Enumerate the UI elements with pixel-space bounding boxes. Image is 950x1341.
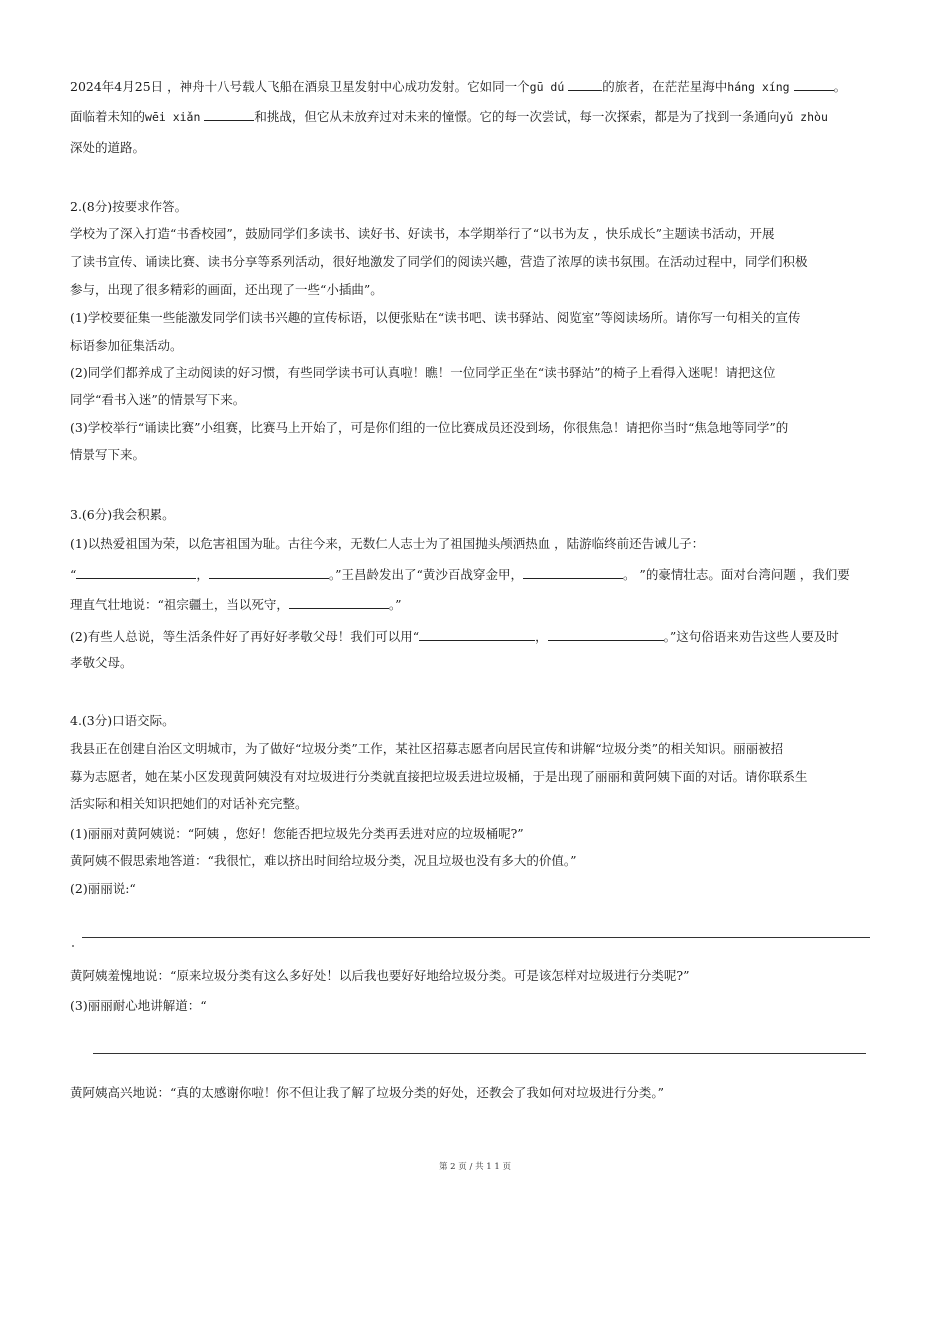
dialogue-line: 黄阿姨不假思索地答道：“我很忙，难以挤出时间给垃圾分类，况且垃圾也没有多大的价值。” — [70, 853, 577, 868]
q3-sub1-line — [70, 596, 402, 614]
q4-paragraph-line: 活实际和相关知识把她们的对话补充完整。 — [70, 796, 308, 811]
q2-heading: 2.(8分)按要求作答。 — [70, 199, 188, 214]
q1-text: 面临着未知的 — [70, 109, 146, 124]
q3-sub1-line: (1)以热爱祖国为荣，以危害祖国为耻。古往今来，无数仁人志士为了祖国抛头颅洒热血 ，陆游临终前还告诫儿子： — [70, 536, 705, 551]
q3-text: 。 ”的豪情壮志。面对台湾问题 ，我们要 — [622, 567, 850, 582]
q1-line-3: 深处的道路。 — [70, 140, 146, 155]
q3-text: ， — [535, 629, 548, 644]
answer-blank[interactable] — [204, 108, 254, 121]
dialogue-line: 黄阿姨羞愧地说：“原来垃圾分类有这么多好处！以后我也要好好地给垃圾分类。可是该怎样对垃圾进行分类呢?” — [70, 968, 690, 983]
q2-sub2-line: 同学“看书入迷”的情景写下来。 — [70, 392, 246, 407]
dialogue-line: (2)丽丽说:“ — [70, 881, 136, 896]
q2-paragraph-line: 了读书宣传、诵读比赛、读书分享等系列活动，很好地激发了同学们的阅读兴趣，营造了浓厚的读书氛围。在活动过程中，同学们积极 — [70, 254, 808, 269]
q3-sub2-line: 孝敬父母。 — [70, 655, 133, 670]
q4-heading: 4.(3分)口语交际。 — [70, 713, 175, 728]
q2-sub1-line: 标语参加征集活动。 — [70, 338, 183, 353]
answer-blank[interactable] — [289, 596, 389, 609]
q3-text: “ — [70, 567, 77, 582]
answer-blank[interactable] — [209, 566, 329, 579]
q1-text: 和挑战，但它从未放弃过对未来的憧憬。它的每一次尝试，每一次探索，都是为了找到一条通向 — [254, 109, 780, 124]
answer-blank[interactable] — [76, 566, 196, 579]
q3-text: 。”王昌龄发出了“黄沙百战穿金甲， — [328, 567, 523, 582]
answer-line[interactable] — [93, 1053, 866, 1054]
q2-paragraph-line: 参与，出现了很多精彩的画面，还出现了一些“小插曲”。 — [70, 282, 383, 297]
answer-blank[interactable] — [548, 628, 664, 641]
q1-text: 。 — [833, 79, 847, 94]
q3-text: 。”这句俗语来劝告这些人要及时 — [663, 629, 839, 644]
q3-text: 。” — [388, 597, 402, 612]
pinyin-weixian: wēi xiǎn — [145, 110, 201, 124]
page-number: 第 2 页 / 共 1 1 页 — [438, 1162, 511, 1172]
answer-blank[interactable] — [523, 566, 623, 579]
q2-sub3-line: 情景写下来。 — [70, 447, 146, 462]
q3-sub1-line — [70, 566, 850, 584]
q2-sub3-line: (3)学校举行“诵读比赛”小组赛，比赛马上开始了，可是你们组的一位比赛成员还没到场，你很焦急！请把你当时“焦急地等同学”的 — [70, 420, 789, 435]
q4-paragraph-line: 募为志愿者，她在某小区发现黄阿姨没有对垃圾进行分类就直接把垃圾丢进垃圾桶，于是出现了丽丽和黄阿姨下面的对话。请你联系生 — [70, 769, 808, 784]
answer-blank[interactable] — [794, 78, 834, 91]
dialogue-line: 黄阿姨高兴地说：“真的太感谢你啦！你不但让我了解了垃圾分类的好处，还教会了我如何对垃圾进行分类。” — [70, 1085, 665, 1100]
answer-line[interactable] — [82, 937, 870, 938]
q1-text: 的旅者，在茫茫星海中 — [602, 79, 728, 94]
q3-heading: 3.(6分)我会积累。 — [70, 507, 175, 522]
q2-sub1-line: (1)学校要征集一些能激发同学们读书兴趣的宣传标语，以便张贴在“读书吧、读书驿站、阅览室”等阅读场所。请你写一句相关的宣传 — [70, 310, 801, 325]
q1-text: 2024年4月25日 ，神舟十八号载人飞船在酒泉卫星发射中心成功发射。它如同一个 — [70, 79, 530, 94]
pinyin-gudu: gū dú — [529, 80, 565, 94]
answer-blank[interactable] — [568, 78, 602, 91]
q1-line-1 — [70, 78, 846, 96]
q1-line-2 — [70, 108, 828, 126]
q3-sub2-line — [70, 628, 839, 646]
q3-text: ， — [196, 567, 209, 582]
answer-blank[interactable] — [419, 628, 535, 641]
pinyin-hangxing: háng xíng — [727, 80, 790, 94]
marker-dot — [72, 945, 74, 947]
q3-text: (2)有些人总说，等生活条件好了再好好孝敬父母！我们可以用“ — [70, 629, 420, 644]
q3-text: 理直气壮地说：“祖宗疆土，当以死守， — [70, 597, 289, 612]
dialogue-line: (1)丽丽对黄阿姨说：“阿姨 ，您好！您能否把垃圾先分类再丢进对应的垃圾桶呢?” — [70, 826, 524, 841]
pinyin-yuzhou: yǔ zhòu — [779, 110, 828, 124]
q2-paragraph-line: 学校为了深入打造“书香校园”，鼓励同学们多读书、读好书、好读书，本学期举行了“以书为友 ，快乐成长”主题读书活动，开展 — [70, 226, 775, 241]
q4-paragraph-line: 我县正在创建自治区文明城市，为了做好“垃圾分类”工作，某社区招募志愿者向居民宣传和讲解“垃圾分类”的相关知识。丽丽被招 — [70, 741, 784, 756]
q2-sub2-line: (2)同学们都养成了主动阅读的好习惯，有些同学读书可认真啦！瞧！一位同学正坐在“读书驿站”的椅子上看得入迷呢！请把这位 — [70, 365, 776, 380]
dialogue-line: (3)丽丽耐心地讲解道：“ — [70, 998, 207, 1013]
